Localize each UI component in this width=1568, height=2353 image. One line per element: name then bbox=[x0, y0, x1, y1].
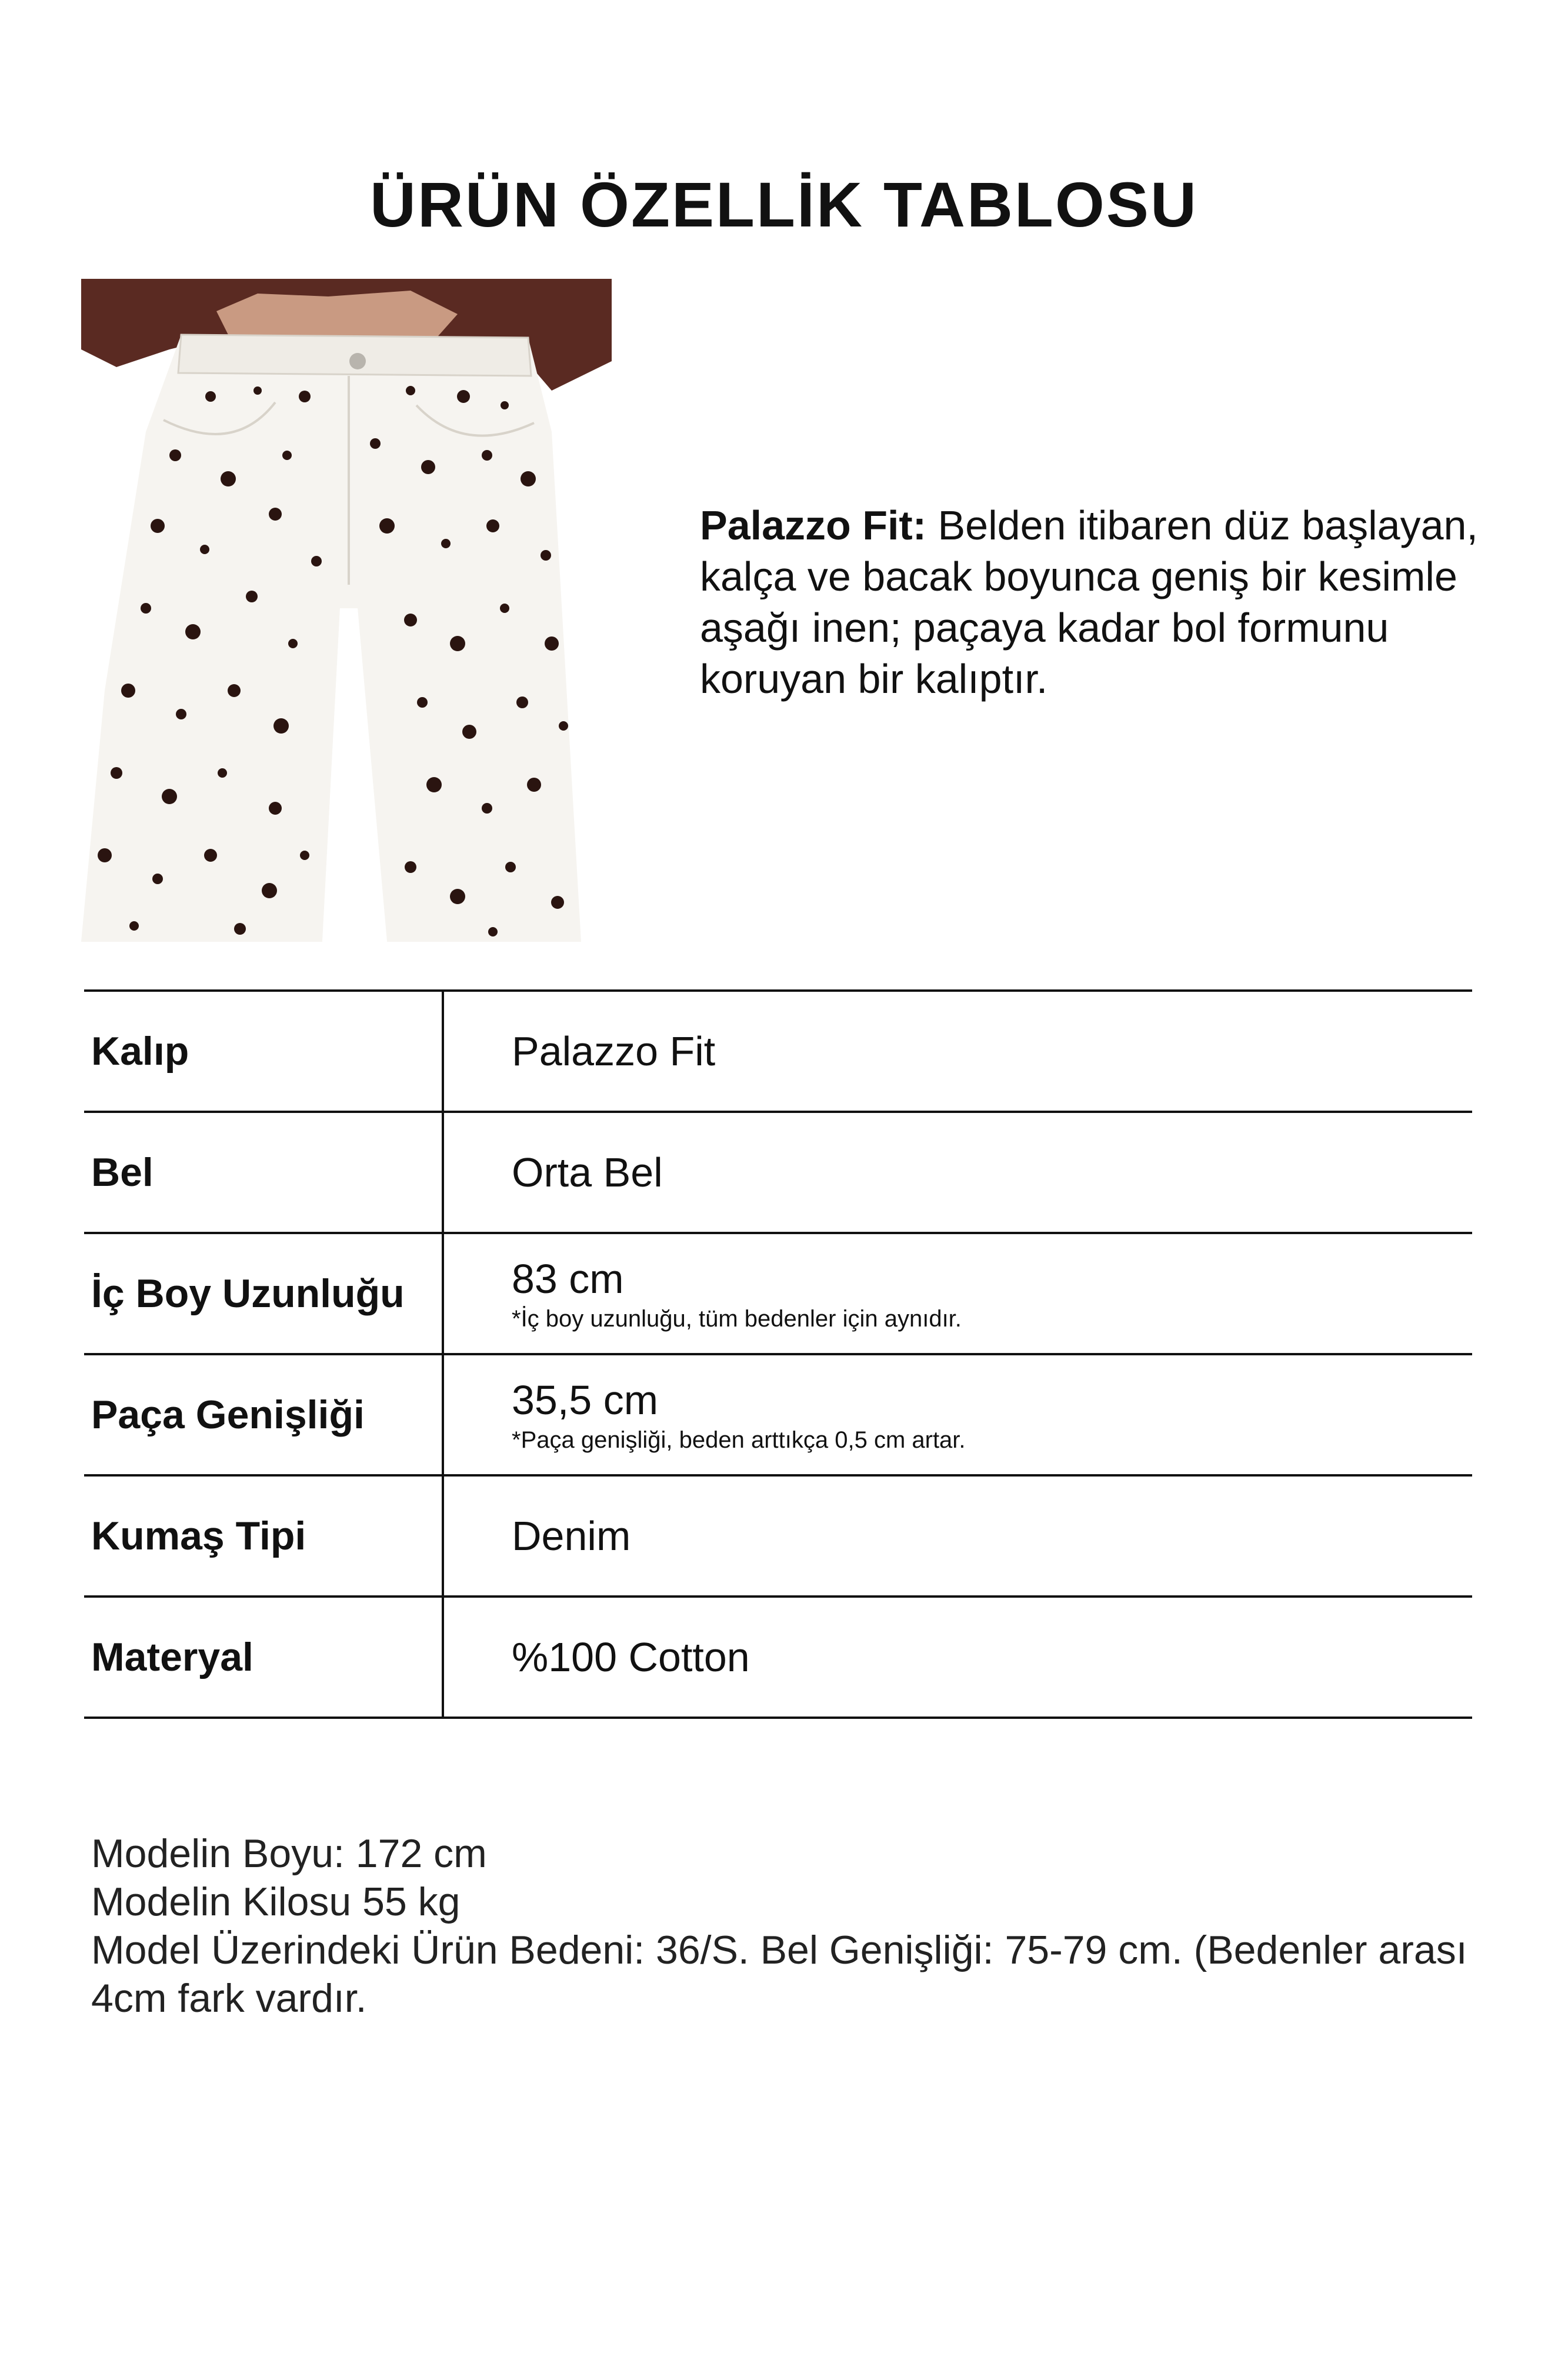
fit-description-term: Palazzo Fit: bbox=[700, 502, 927, 548]
spec-table bbox=[84, 989, 1472, 1719]
spec-value bbox=[443, 1597, 1472, 1718]
spec-value bbox=[443, 991, 1472, 1112]
model-info bbox=[91, 1829, 1503, 2022]
spec-label: Materyal bbox=[84, 1597, 443, 1718]
spec-label: Kumaş Tipi bbox=[84, 1475, 443, 1597]
fit-description bbox=[700, 500, 1523, 705]
spec-value-text: Orta Bel bbox=[512, 1149, 663, 1195]
table-row bbox=[84, 1354, 1472, 1475]
table-row bbox=[84, 991, 1472, 1112]
spec-value bbox=[443, 1233, 1472, 1354]
spec-value-text: 35,5 cm bbox=[512, 1377, 658, 1423]
spec-value bbox=[443, 1475, 1472, 1597]
fit-description-text: Belden itibaren düz başlayan, kalça ve bacak boyunca geniş bir kesimle aşağı inen; paçaya kadar bol formunu koruyan bir kalıptır. bbox=[700, 502, 1478, 702]
spec-note: *Paça genişliği, beden arttıkça 0,5 cm artar. bbox=[512, 1427, 966, 1453]
table-row bbox=[84, 1597, 1472, 1718]
table-row bbox=[84, 1233, 1472, 1354]
model-size: Model Üzerindeki Ürün Bedeni: 36/S. Bel Genişliği: 75-79 cm. (Bedenler arası 4cm fark vardır. bbox=[91, 1928, 1467, 2021]
table-row bbox=[84, 1112, 1472, 1233]
spec-value-text: Denim bbox=[512, 1513, 631, 1559]
spec-label: Bel bbox=[84, 1112, 443, 1233]
spec-value bbox=[443, 1354, 1472, 1475]
product-photo bbox=[81, 279, 612, 942]
page-title: ÜRÜN ÖZELLİK TABLOSU bbox=[370, 169, 1198, 240]
spec-value-text: Palazzo Fit bbox=[512, 1028, 716, 1074]
spec-label: İç Boy Uzunluğu bbox=[84, 1233, 443, 1354]
spec-label: Paça Genişliği bbox=[84, 1354, 443, 1475]
spec-note: *İç boy uzunluğu, tüm bedenler için aynıdır. bbox=[512, 1305, 962, 1332]
model-weight: Modelin Kilosu 55 kg bbox=[91, 1879, 461, 1924]
model-height: Modelin Boyu: 172 cm bbox=[91, 1831, 487, 1876]
spec-value-text: %100 Cotton bbox=[512, 1634, 750, 1680]
spec-label: Kalıp bbox=[84, 991, 443, 1112]
spec-value bbox=[443, 1112, 1472, 1233]
table-row bbox=[84, 1475, 1472, 1597]
spec-value-text: 83 cm bbox=[512, 1255, 624, 1302]
